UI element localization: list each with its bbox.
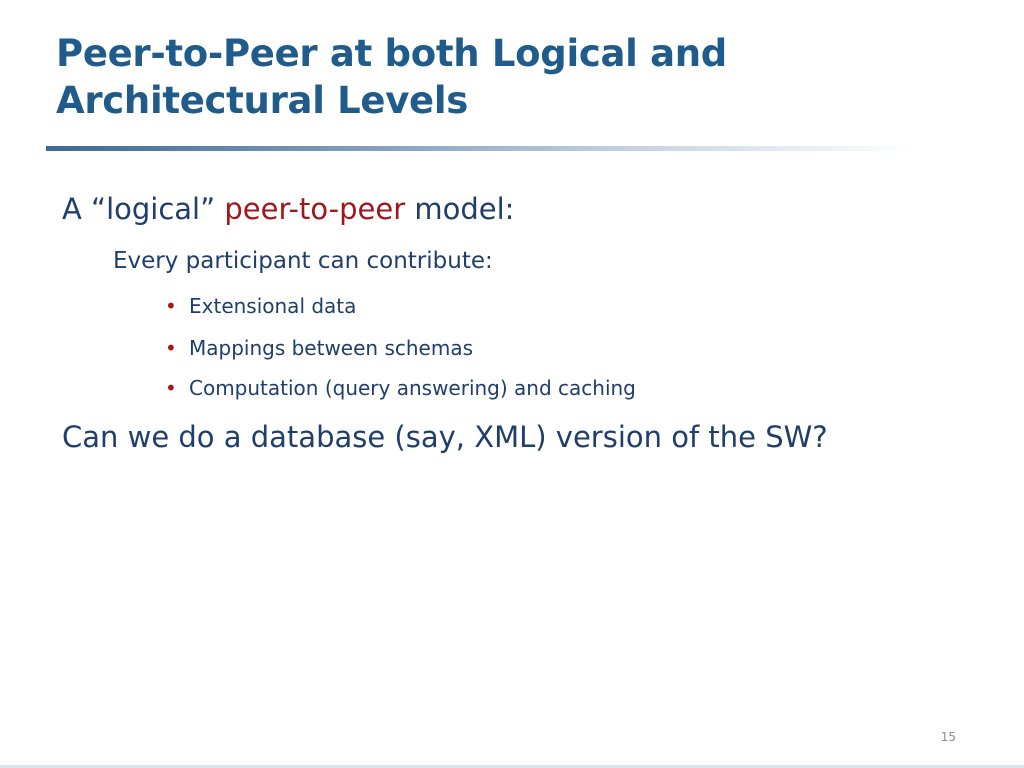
bullet-icon: •: [165, 376, 177, 400]
participant-subheading: Every participant can contribute:: [113, 248, 493, 274]
question-line: Can we do a database (say, XML) version of the SW?: [62, 420, 828, 454]
bullet-text: Extensional data: [189, 294, 357, 318]
bullet-icon: •: [165, 336, 177, 360]
slide-number: 15: [940, 730, 956, 744]
bullet-item: [165, 336, 473, 360]
heading-prefix: A “logical”: [62, 192, 225, 226]
title-divider: [46, 146, 916, 151]
bullet-text: Mappings between schemas: [189, 336, 474, 360]
bullet-item: [165, 376, 636, 400]
bullet-icon: •: [165, 294, 177, 318]
logical-model-heading: [62, 192, 514, 226]
heading-suffix: model:: [405, 192, 515, 226]
bullet-item: [165, 294, 356, 318]
slide-title: Peer-to-Peer at both Logical and Architectural Levels: [56, 32, 727, 122]
peer-to-peer-highlight: peer-to-peer: [224, 192, 406, 226]
bullet-text: Computation (query answering) and caching: [189, 376, 636, 400]
